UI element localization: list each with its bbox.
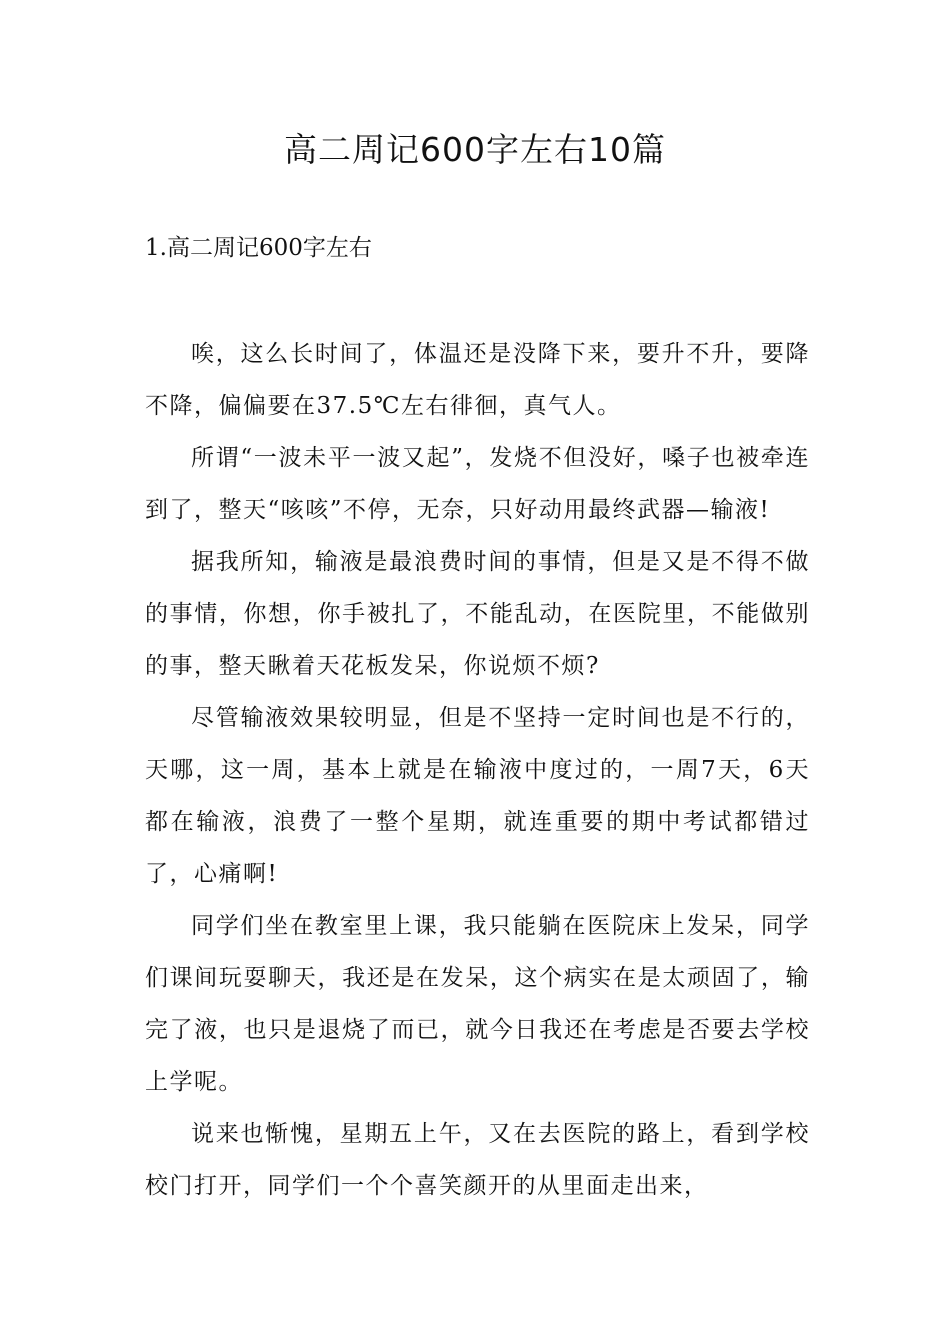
paragraph: 说来也惭愧，星期五上午，又在去医院的路上，看到学校校门打开，同学们一个个喜笑颜开的从里面走出来， bbox=[145, 1121, 810, 1199]
document-body bbox=[145, 328, 810, 1212]
paragraph: 唉，这么长时间了，体温还是没降下来，要升不升，要降不降，偏偏要在37.5℃左右徘徊，真气人。 bbox=[145, 341, 810, 419]
paragraph: 所谓“一波未平一波又起”，发烧不但没好，嗓子也被牵连到了，整天“咳咳”不停，无奈，只好动用最终武器—输液! bbox=[145, 445, 810, 523]
paragraph: 同学们坐在教室里上课，我只能躺在医院床上发呆，同学们课间玩耍聊天，我还是在发呆，这个病实在是太顽固了，输完了液，也只是退烧了而已，就今日我还在考虑是否要去学校上学呢。 bbox=[145, 913, 810, 1095]
section-heading: 1.高二周记600字左右 bbox=[145, 235, 372, 261]
paragraph: 尽管输液效果较明显，但是不坚持一定时间也是不行的，天哪，这一周，基本上就是在输液中度过的，一周7天，6天都在输液，浪费了一整个星期，就连重要的期中考试都错过了，心痛啊! bbox=[145, 705, 810, 887]
paragraph: 据我所知，输液是最浪费时间的事情，但是又是不得不做的事情，你想，你手被扎了，不能乱动，在医院里，不能做别的事，整天瞅着天花板发呆，你说烦不烦? bbox=[145, 549, 810, 679]
document-title: 高二周记600字左右10篇 bbox=[284, 130, 666, 169]
